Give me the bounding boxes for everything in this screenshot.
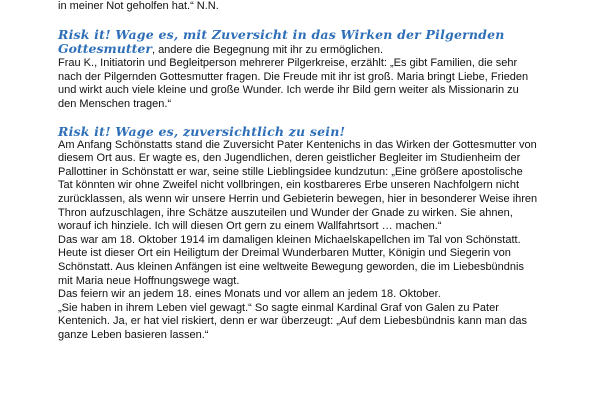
section1-heading-continuation [58, 42, 548, 58]
section2-paragraph-line: „Sie haben in ihrem Leben viel gewagt.“ So sagte einmal Kardinal Graf von Galen zu Pater [58, 301, 499, 314]
section2-paragraph-line: Schönstatt. Aus kleinen Anfängen ist eine weltweite Bewegung geworden, die im Liebesbündnis [58, 260, 524, 273]
spacer [58, 112, 548, 124]
section2-paragraph-line: Das war am 18. Oktober 1914 im damaligen kleinen Michaelskapellchen im Tal von Schönstatt. [58, 233, 521, 246]
section2-paragraph-line: mit Maria neue Hoffnungswege wagt. [58, 274, 240, 287]
section2-paragraph-line: Tat könnten wir ohne Zweifel nicht vollbringen, ein kostbareres Erbe unseren Nachfolgern nicht [58, 179, 520, 192]
section2-paragraph-line: ganze Leben basieren lassen.“ [58, 328, 209, 341]
section2-paragraph-line: zurücklassen, als wenn wir unsere Herrin und Gebieterin bewegen, hier in besonderer Weise ihren [58, 192, 538, 205]
spacer [58, 14, 548, 26]
section2-paragraph-line: Thron aufzuschlagen, ihre Schätze auszuteilen und Wunder der Gnade zu wirken. Sie ahnen, [58, 206, 513, 219]
section2-paragraph-line: Pallottiner in Schönstatt er war, seine stille Lieblingsidee kundzutun: „Eine größere apostolische [58, 165, 523, 178]
section2-heading: Risk it! Wage es, zuversichtlich zu sein! [58, 123, 346, 139]
section1-heading-rest: , andere die Begegnung mit ihr zu ermöglichen. [151, 43, 384, 56]
section2-paragraph-line: Kentenich. Ja, er hat viel riskiert, denn er war überzeugt: „Auf dem Liebesbündnis kann man das [58, 315, 527, 328]
section2-paragraph-line: Das feiern wir an jedem 18. eines Monats und vor allem an jedem 18. Oktober. [58, 288, 441, 301]
top-line: in meiner Not geholfen hat.“ N.N. [58, 0, 219, 12]
section1-paragraph-line: und wirkt auch viele kleine und große Wunder. Ich werde ihr Bild gern weiter als Missionarin zu [58, 84, 519, 97]
section1-paragraph-line: nach der Pilgernden Gottesmutter fragen. Die Freude mit ihr ist groß. Maria bringt Liebe, Frieden [58, 70, 529, 83]
section1-paragraph-line: den Menschen tragen.“ [58, 97, 172, 110]
section1-paragraph-line: Frau K., Initiatorin und Begleitperson mehrerer Pilgerkreise, erzählt: „Es gibt Familien, die sehr [58, 57, 518, 70]
section1-heading: Risk it! Wage es, mit Zuversicht in das Wirken der Pilgernden [58, 26, 505, 42]
section2-paragraph-line: Am Anfang Schönstatts stand die Zuversicht Pater Kentenichs in das Wirken der Gottesmutter von [58, 138, 537, 151]
section2-paragraph-line: diesem Ort aus. Er wagte es, den Jugendlichen, deren geistlicher Begleiter im Studienheim der [58, 152, 521, 165]
section2-paragraph-line: Heute ist dieser Ort ein Heiligtum der Dreimal Wunderbaren Mutter, Königin und Siegerin von [58, 247, 511, 260]
section2-paragraph-line: worauf ich hinziele. Ich will diesen Ort gern zu einem Wallfahrtsort … machen.“ [58, 220, 442, 233]
section1-heading-line2: Gottesmutter [58, 40, 152, 56]
